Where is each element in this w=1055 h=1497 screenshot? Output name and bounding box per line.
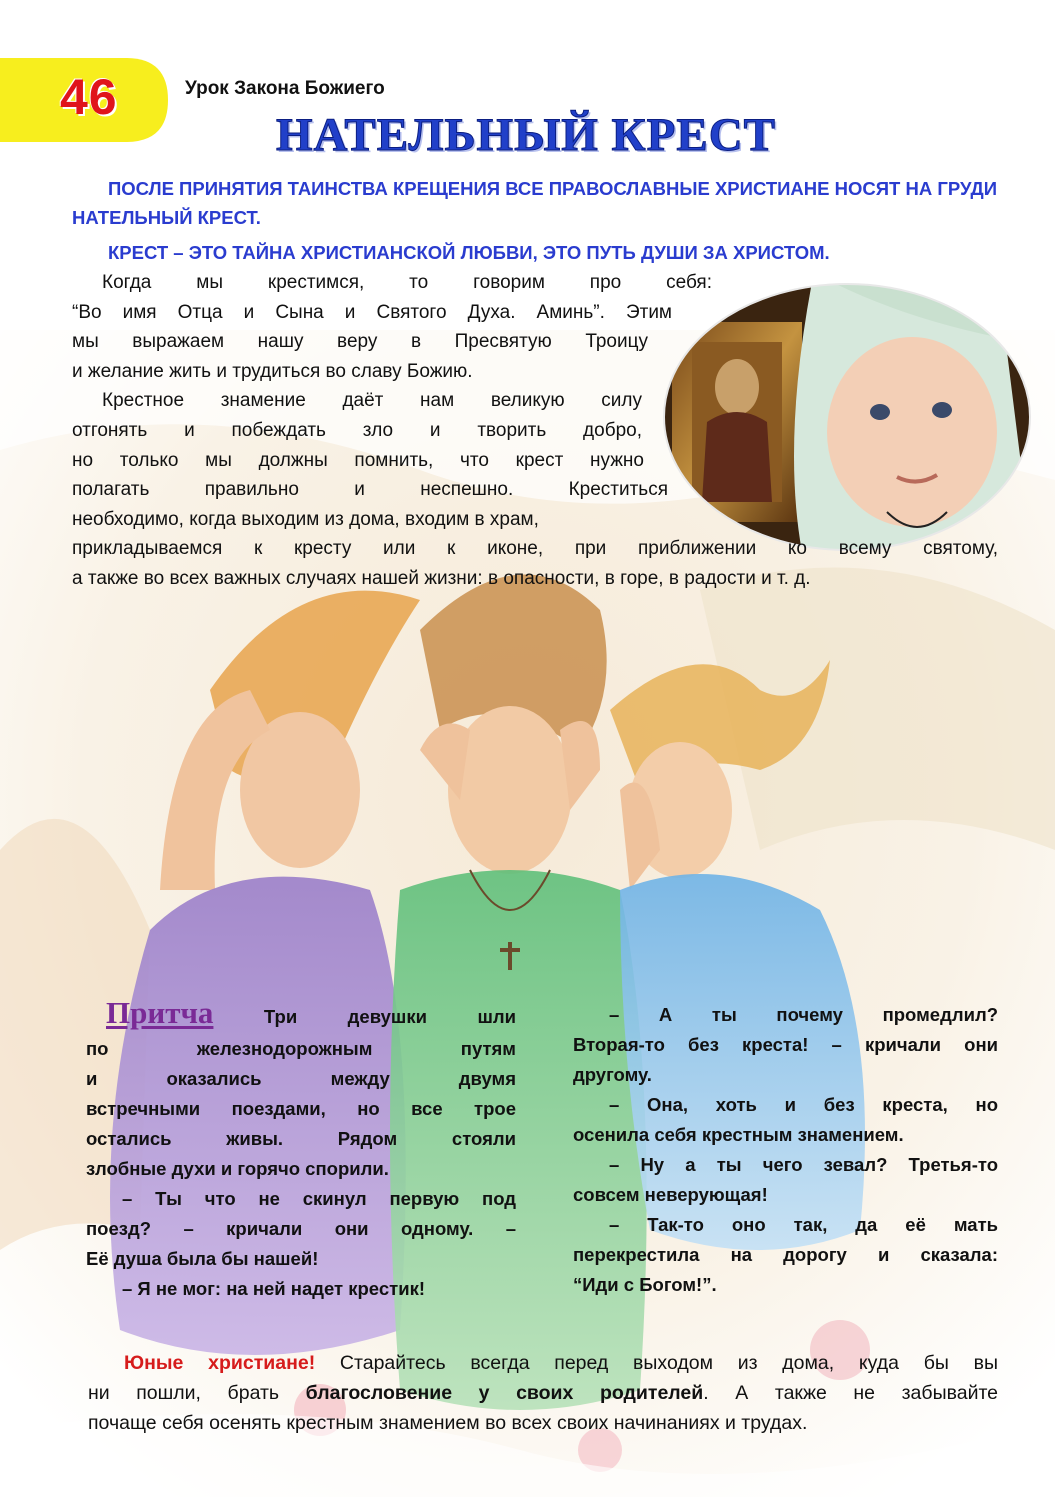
parable-line: – А ты почему промедлил? [609,1004,998,1025]
closing-text: ни пошли, брать [88,1382,306,1404]
closing-paragraph [88,1348,998,1438]
parable-line: – Ну а ты чего зевал? Третья-то [609,1154,998,1175]
parable-line: – Так-то оно так, да её мать [609,1214,998,1235]
parable-first-line [86,996,516,1034]
parable-line: поезд? – кричали они одному. – [86,1218,516,1239]
parable-line: – Ты что не скинул первую под [122,1188,516,1209]
closing-line: почаще себя осенять крестным знамением во всех своих начинаниях и трудах. [88,1412,808,1434]
body-line: Когда мы крестимся, то говорим про себя: [102,272,712,293]
body-line: прикладываемся к кресту или к иконе, при приближении ко всему святому, [72,538,998,560]
section-kicker: Урок Закона Божиего [185,78,385,99]
closing-line [88,1348,998,1378]
closing-highlight: Юные христиане! [124,1352,316,1374]
closing-line [88,1378,998,1408]
body-line: Крестное знамение даёт нам великую силу [102,390,642,412]
parable-line: злобные духи и горячо спорили. [86,1158,389,1179]
parable-line: совсем неверующая! [573,1184,768,1205]
parable-left-column [86,996,516,1304]
page-title: НАТЕЛЬНЫЙ КРЕСТ [276,109,776,161]
parable-line: – Она, хоть и без креста, но [609,1094,998,1115]
parable-heading: Притча [106,995,214,1030]
parable-line: “Иди с Богом!”. [573,1274,717,1295]
body-line: но только мы должны помнить, что крест нужно [72,449,644,471]
body-line: необходимо, когда выходим из дома, входим в храм, [72,508,539,530]
parable-line: встречными поездами, но все трое [86,1098,516,1119]
lead-paragraph-1: ПОСЛЕ ПРИНЯТИЯ ТАИНСТВА КРЕЩЕНИЯ ВСЕ ПРАВОСЛАВНЫЕ ХРИСТИАНЕ НОСЯТ НА ГРУДИ НАТЕЛЬНЫЙ КРЕСТ. [72,178,997,228]
closing-text: Старайтесь всегда перед выходом из дома, куда бы вы [315,1352,998,1374]
parable-line: Вторая-то без креста! – кричали они [573,1034,998,1055]
page-number-tab [0,58,168,142]
parable-line: по железнодорожным путям [86,1038,516,1059]
parable-line: осенила себя крестным знамением. [573,1124,904,1145]
body-text [72,268,998,594]
body-line: а также во всех важных случаях нашей жизни: в опасности, в горе, в радости и т. д. [72,567,811,589]
parable-right-column [573,1000,998,1300]
parable-line: Три девушки шли [263,1006,516,1027]
parable-line: и оказались между двумя [86,1068,516,1089]
body-line: отгонять и побеждать зло и творить добро, [72,419,642,441]
body-line: мы выражаем нашу веру в Пресвятую Троицу [72,331,648,353]
body-line: полагать правильно и неспешно. Креститься [72,479,668,501]
parable-line: остались живы. Рядом стояли [86,1128,516,1149]
body-line: “Во имя Отца и Сына и Святого Духа. Аминь”. Этим [72,301,672,323]
parable-line: – Я не мог: на ней надет крестик! [122,1278,425,1299]
closing-bold: благословение у своих родителей [305,1382,704,1404]
page-number: 46 [60,69,118,125]
parable-line: перекрестила на дорогу и сказала: [573,1244,998,1265]
closing-text: . А также не забывайте [703,1382,999,1404]
parable-line: другому. [573,1064,652,1085]
parable-line: Её душа была бы нашей! [86,1248,319,1269]
lead-paragraph-2: КРЕСТ – ЭТО ТАЙНА ХРИСТИАНСКОЙ ЛЮБВИ, ЭТО ПУТЬ ДУШИ ЗА ХРИСТОМ. [108,242,830,263]
body-line: и желание жить и трудиться во славу Божию. [72,360,473,382]
